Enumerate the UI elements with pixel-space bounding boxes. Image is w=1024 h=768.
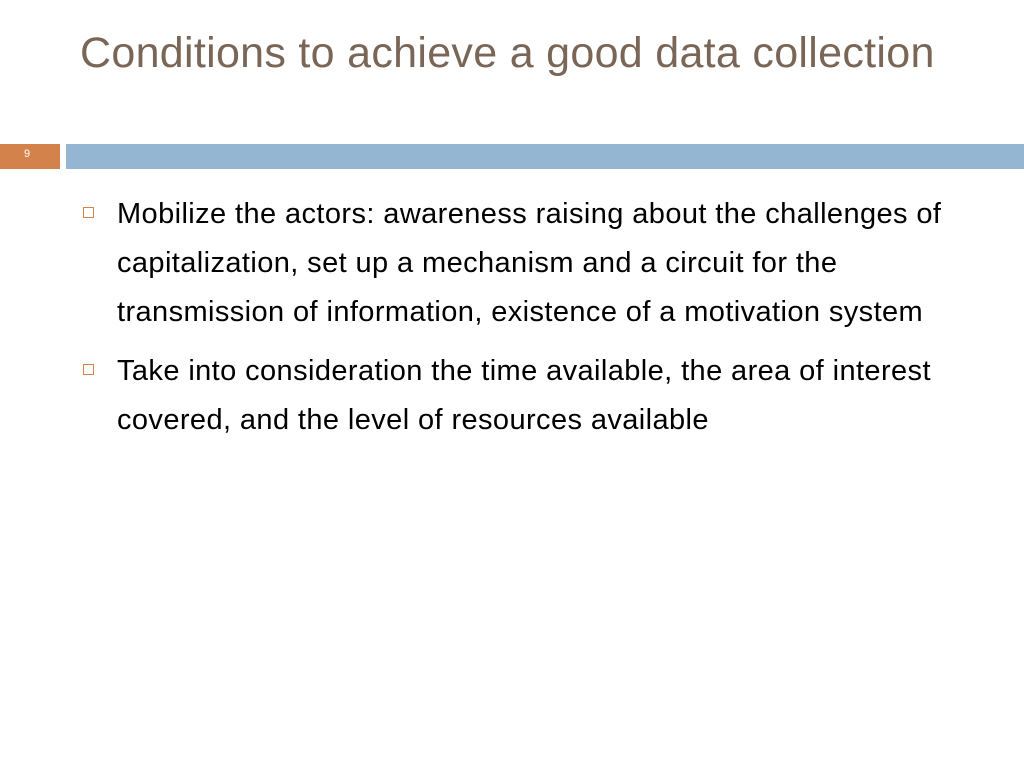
square-bullet-icon [83,207,94,218]
slide-title: Conditions to achieve a good data collection [80,29,935,77]
bullet-text: Take into consideration the time available, the area of interest covered, and the level of resources available [117,355,931,436]
square-bullet-icon [83,364,94,375]
bullet-list [80,190,980,455]
slide-number-badge [0,144,60,169]
bullet-item [80,347,980,445]
title-divider-bar [66,144,1024,169]
bullet-item [80,190,980,337]
bullet-text: Mobilize the actors: awareness raising about the challenges of capitalization, set up a mechanism and a circuit for the transmission of information, existence of a motivation system [117,198,942,328]
slide-number: 9 [23,148,31,160]
